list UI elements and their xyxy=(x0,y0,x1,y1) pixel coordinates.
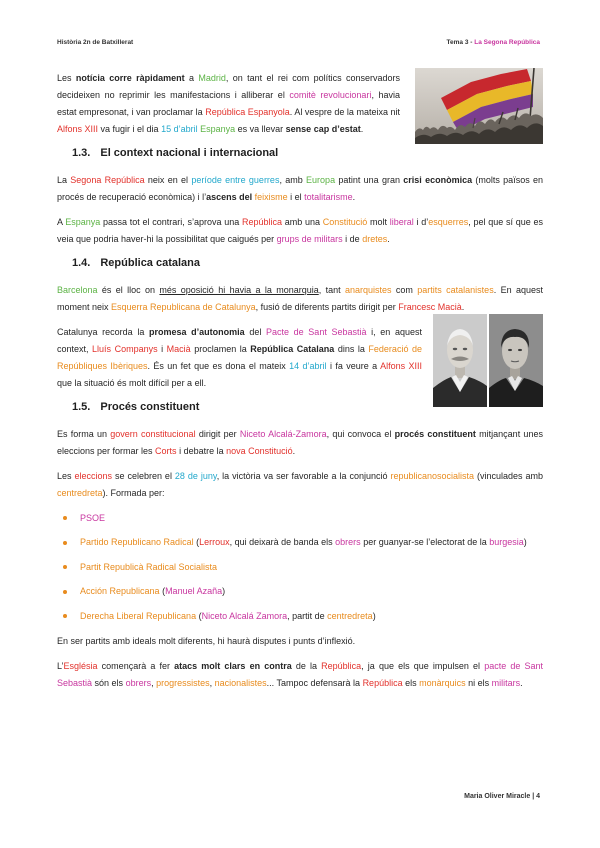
bold-text: República Catalana xyxy=(250,344,335,354)
keyword-cyan: 14 d’abril xyxy=(289,361,327,371)
keyword-red: Alfons XIII xyxy=(380,361,422,371)
keyword-red: Francesc Macià xyxy=(398,302,462,312)
topic-prefix: Tema 3 - xyxy=(446,39,475,46)
list-item xyxy=(80,583,543,600)
keyword-red: Alfons XIII xyxy=(57,124,99,134)
keyword-red: República xyxy=(241,217,283,227)
text-run: i xyxy=(157,344,167,354)
keyword-magenta: Manuel Azaña xyxy=(165,586,223,596)
text-run: . xyxy=(352,192,356,202)
text-run: , la victòria va ser favorable a la conjunció xyxy=(216,471,391,481)
text-run: se celebren el xyxy=(112,471,175,481)
keyword-orange: anarquistes xyxy=(345,285,392,295)
eye xyxy=(518,349,522,351)
keyword-magenta: Niceto Alcalá Zamora xyxy=(201,610,288,621)
bold-text: notícia corre ràpidament xyxy=(75,73,185,83)
list-item-text xyxy=(80,562,217,572)
text-run: i, en aquest context, xyxy=(57,327,422,354)
catalan-republic-block xyxy=(57,324,543,392)
keyword-cyan: 15 d’abril xyxy=(161,124,198,134)
keyword-magenta: pacte de Sant Sebastià xyxy=(57,660,543,688)
text-run: , qui convoca el xyxy=(326,429,395,439)
bold-text: atacs molt clars en contra xyxy=(174,660,292,671)
text-run: ) xyxy=(372,610,376,621)
section-heading xyxy=(57,144,543,162)
keyword-magenta: obrers xyxy=(125,677,152,688)
keyword-magenta: comitè revolucionari xyxy=(289,90,372,100)
keyword-red: Lluís Companys xyxy=(92,344,158,354)
page-content xyxy=(57,70,543,692)
keyword-red: Corts xyxy=(155,446,177,456)
text-run: que la situació és molt difícil per a ell. xyxy=(57,378,207,388)
text-run: . xyxy=(387,234,390,244)
keyword-green: Madrid xyxy=(198,73,226,83)
topic-title: La Segona República xyxy=(474,39,540,46)
keyword-orange: progressistes xyxy=(156,677,210,688)
keyword-orange: Federació de Repúbliques Ibèriques xyxy=(57,344,422,371)
section-title: El context nacional i internacional xyxy=(100,147,279,159)
eye xyxy=(463,348,467,350)
keyword-orange: feixisme xyxy=(254,192,288,202)
text-run: es va llevar xyxy=(235,124,286,134)
list-item xyxy=(80,608,543,625)
keyword-red: Macià xyxy=(166,344,191,354)
eye xyxy=(508,349,512,351)
paragraph xyxy=(57,633,543,650)
text-run: ( xyxy=(196,610,202,621)
keyword-green: Espanya xyxy=(65,217,101,227)
text-run: passa tot el contrari, s’aprova una xyxy=(100,217,242,227)
keyword-orange: dretes xyxy=(362,234,388,244)
text-run: . Al vespre de la mateixa nit xyxy=(289,107,400,117)
paragraph xyxy=(57,214,543,248)
bullet-icon xyxy=(63,541,67,545)
parties-list xyxy=(57,510,543,625)
text-run: Catalunya recorda la xyxy=(57,327,149,337)
section-title: Procés constituent xyxy=(100,401,200,413)
text-run: . xyxy=(292,446,296,456)
keyword-orange: Partido Republicano Radical xyxy=(80,537,194,547)
text-run: , amb xyxy=(279,175,307,185)
text-run: ( xyxy=(159,586,166,596)
text-run: A xyxy=(57,217,66,227)
keyword-red: República Espanyola xyxy=(205,107,290,117)
text-run: i d’ xyxy=(413,217,429,227)
text-run: L’ xyxy=(57,660,64,671)
keyword-red: Església xyxy=(63,660,98,671)
keyword-magenta: obrers xyxy=(335,537,361,547)
keyword-orange: nacionalistes xyxy=(214,677,267,688)
portraits-graphic xyxy=(433,314,543,407)
keyword-magenta: grups de militars xyxy=(276,234,343,244)
list-item-text xyxy=(80,611,376,621)
text-run: Les xyxy=(57,471,75,481)
list-item xyxy=(80,510,543,527)
text-run: patint una gran xyxy=(335,175,404,185)
text-run: (vinculades amb xyxy=(474,471,543,481)
list-item xyxy=(80,559,543,576)
keyword-magenta: Niceto Alcalá-Zamora xyxy=(239,429,327,439)
page-header xyxy=(57,38,540,48)
keyword-cyan: 28 de juny xyxy=(174,471,217,481)
keyword-orange: partits catalanistes xyxy=(417,285,494,295)
republic-flag-photo xyxy=(415,68,543,144)
text-run: dirigit per xyxy=(195,429,240,439)
text-run: els xyxy=(402,677,420,688)
keyword-magenta: totalitarisme xyxy=(304,192,353,202)
text-run: ... Tampoc defensarà la xyxy=(266,677,363,688)
text-run: . És un fet que es dona el mateix xyxy=(147,361,290,371)
keyword-red: nova Constitució xyxy=(226,446,293,456)
portrait-left xyxy=(433,314,487,407)
text-run: ) xyxy=(523,537,527,547)
text-run: per guanyar-se l’electorat de la xyxy=(360,537,490,547)
keyword-red: República xyxy=(321,660,362,671)
intro-paragraph xyxy=(57,70,400,138)
paragraph xyxy=(57,282,543,316)
text-run: . xyxy=(520,677,523,688)
bold-text: sense cap d’estat xyxy=(285,124,361,134)
page-footer: Maria Oliver Miracle | 4 xyxy=(464,793,540,800)
text-run: va fugir i el dia xyxy=(98,124,162,134)
keyword-orange: centredreta xyxy=(57,488,103,498)
bold-text: crisi econòmica xyxy=(403,175,473,185)
paragraph xyxy=(57,172,543,206)
keyword-orange: Partit Republicà Radical Socialista xyxy=(80,561,218,572)
section-number: 1.5. xyxy=(72,401,91,413)
keyword-green: Espanya xyxy=(200,124,236,134)
text-run: , fusió de diferents partits dirigit per xyxy=(255,302,399,312)
text-run: . xyxy=(461,302,465,312)
text-run: de la xyxy=(291,660,322,671)
keyword-orange: republicanosocialista xyxy=(390,471,475,481)
text-run: . xyxy=(360,124,364,134)
text-run: a xyxy=(184,73,199,83)
list-item-text xyxy=(80,537,527,547)
bold-text: ascens del xyxy=(206,192,253,202)
keyword-magenta: liberal xyxy=(389,217,414,227)
paragraph xyxy=(57,324,422,392)
text-run: Les xyxy=(57,73,76,83)
topic-label xyxy=(447,38,540,48)
text-run: amb una xyxy=(282,217,323,227)
paragraph xyxy=(57,658,543,692)
section-number: 1.3. xyxy=(72,147,91,159)
bullet-icon xyxy=(63,565,67,569)
keyword-magenta: burgesia xyxy=(489,537,524,547)
keyword-magenta: militars xyxy=(491,677,521,688)
text-run: , qui deixarà de banda els xyxy=(229,537,336,547)
keyword-orange: Esquerra Republicana de Catalunya xyxy=(111,302,256,312)
keyword-red: Lerroux xyxy=(199,537,230,547)
keyword-red: eleccions xyxy=(74,471,113,481)
paragraph xyxy=(57,426,543,460)
text-run: , pel que sí que es veia que podria haver-hi la possibilitat que caigués per xyxy=(57,217,543,244)
bold-text: promesa d’autonomia xyxy=(149,327,245,337)
section-title: República catalana xyxy=(100,257,201,269)
text-run: , tant xyxy=(318,285,345,295)
text-run: i debatre la xyxy=(176,446,227,456)
section-number: 1.4. xyxy=(72,257,91,269)
portraits-photo xyxy=(433,314,543,407)
text-run: . En aquest moment neix xyxy=(57,285,543,312)
keyword-green: Barcelona xyxy=(57,285,98,295)
text-run: ( xyxy=(193,537,200,547)
flag-photo-graphic xyxy=(415,68,543,144)
text-run: com xyxy=(391,285,418,295)
list-item-text xyxy=(80,513,105,523)
text-run: i el xyxy=(287,192,305,202)
text-run: (molts països en procés de recuperació econòmica) i l’ xyxy=(57,175,543,202)
portrait-right xyxy=(489,314,543,407)
keyword-green: Europa xyxy=(306,175,336,185)
text-run: ) xyxy=(222,586,226,596)
text-run: , partit de xyxy=(287,610,328,621)
text-run: La xyxy=(57,175,71,185)
text-run: , on tant el rei com polítics conservadors decideixen no reprimir les manifestacions i alliberar el xyxy=(57,73,400,100)
text-run: començarà a fer xyxy=(97,660,175,671)
intro-block xyxy=(57,70,543,138)
subject-label: Història 2n de Batxillerat xyxy=(57,39,134,46)
text-run: En ser partits amb ideals molt diferents, hi haurà disputes i punts d’inflexió. xyxy=(57,635,356,646)
text-run: i de xyxy=(342,234,363,244)
text-run: i fa veure a xyxy=(326,361,381,371)
text-run: ). Formada per: xyxy=(102,488,165,498)
bullet-icon xyxy=(63,516,67,520)
paragraph xyxy=(57,468,543,502)
keyword-orange: monàrquics xyxy=(419,677,466,688)
text-run: del xyxy=(244,327,266,337)
section-heading xyxy=(57,254,543,272)
text-run: , ja que els que impulsen el xyxy=(361,660,485,671)
list-item-text xyxy=(80,586,225,596)
keyword-orange: esquerres xyxy=(428,217,469,227)
text-run: ni els xyxy=(465,677,492,688)
keyword-red: Segona República xyxy=(70,175,145,185)
bold-text: procés constituent xyxy=(394,429,476,439)
text-run: , havia estat empresonat, i van proclamar la xyxy=(57,90,400,117)
list-item xyxy=(80,534,543,551)
keyword-red: República xyxy=(362,677,403,688)
keyword-magenta: PSOE xyxy=(80,512,106,523)
text-run: , xyxy=(151,677,157,688)
underlined-text: més oposició hi havia a la monarquia xyxy=(159,285,319,295)
keyword-red: govern constitucional xyxy=(110,429,196,439)
text-run: dins la xyxy=(334,344,369,354)
text-run: proclamen la xyxy=(190,344,251,354)
text-run: són els xyxy=(92,677,126,688)
text-run: , xyxy=(209,677,215,688)
keyword-orange: centredreta xyxy=(327,610,373,621)
keyword-orange: Derecha Liberal Republicana xyxy=(80,610,197,621)
bullet-icon xyxy=(63,614,67,618)
text-run: és el lloc on xyxy=(97,285,160,295)
text-run: mitjançant unes eleccions per formar les xyxy=(57,429,543,456)
text-run: molt xyxy=(367,217,390,227)
keyword-cyan: període entre guerres xyxy=(191,175,280,185)
keyword-orange: Acción Republicana xyxy=(80,586,160,596)
eye xyxy=(453,348,457,350)
bullet-icon xyxy=(63,590,67,594)
text-run: neix en el xyxy=(144,175,192,185)
keyword-magenta: Pacte de Sant Sebastià xyxy=(265,327,367,337)
keyword-orange: Constitució xyxy=(322,217,368,227)
text-run: Es forma un xyxy=(57,429,111,439)
